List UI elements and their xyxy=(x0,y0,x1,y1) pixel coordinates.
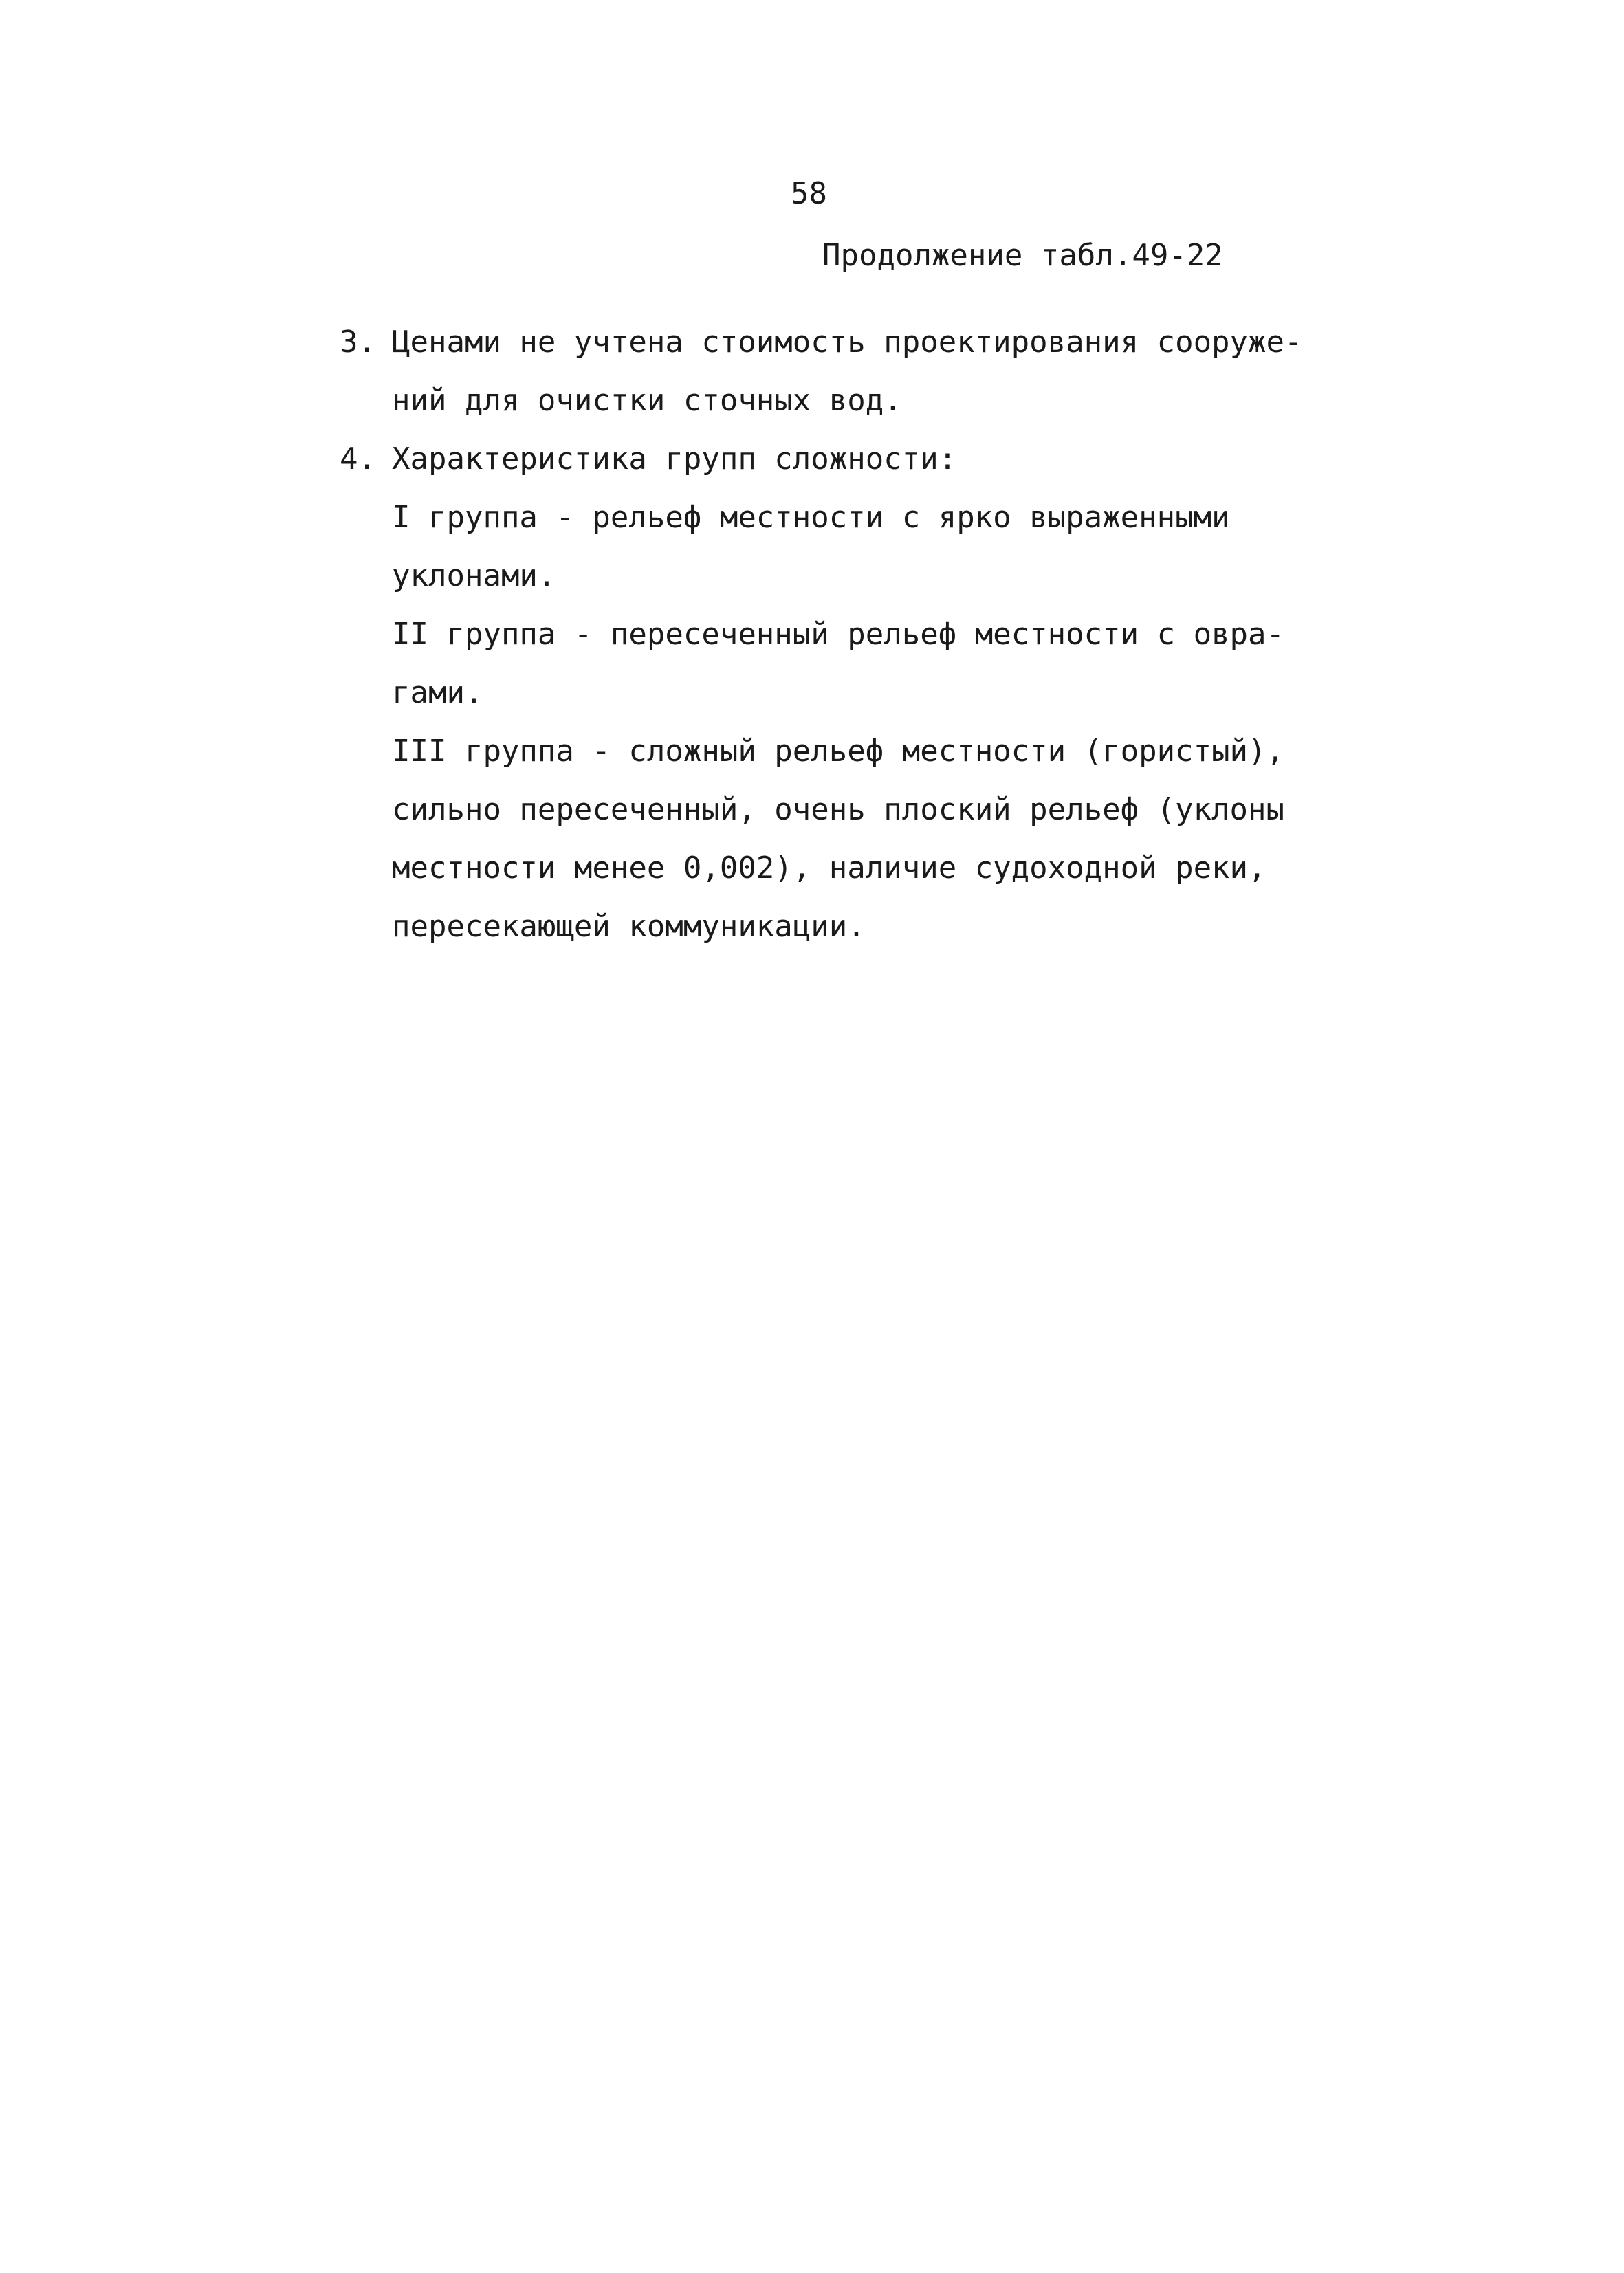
group-text: гами. xyxy=(392,675,483,710)
note-heading: Характеристика групп сложности: xyxy=(392,441,957,476)
page-number: 58 xyxy=(791,176,827,211)
note-line xyxy=(340,439,1323,497)
note-4 xyxy=(340,439,1323,965)
group-text: уклонами. xyxy=(392,558,556,593)
table-continuation-caption: Продолжение табл.49-22 xyxy=(822,238,1223,273)
group-text: III группа - сложный рельеф местности (гористый), xyxy=(392,734,1285,769)
note-line xyxy=(340,322,1323,380)
note-number: 4. xyxy=(340,441,376,476)
note-3 xyxy=(340,322,1323,439)
group-text: сильно пересеченный, очень плоский рельеф (уклоны xyxy=(392,792,1285,827)
group-text: II группа - пересеченный рельеф местности с овра- xyxy=(392,617,1285,652)
complexity-group-3 xyxy=(340,731,1323,965)
group-text: I группа - рельеф местности с ярко выраженными xyxy=(392,500,1230,535)
complexity-group-2 xyxy=(340,614,1323,731)
notes-list xyxy=(340,322,1323,965)
group-text: местности менее 0,002), наличие судоходной реки, xyxy=(392,850,1266,886)
note-text: ний для очистки сточных вод. xyxy=(392,383,902,418)
note-number: 3. xyxy=(340,325,376,360)
note-text: Ценами не учтена стоимость проектирования сооруже- xyxy=(392,325,1303,360)
group-text: пересекающей коммуникации. xyxy=(392,909,866,944)
complexity-group-1 xyxy=(340,497,1323,614)
